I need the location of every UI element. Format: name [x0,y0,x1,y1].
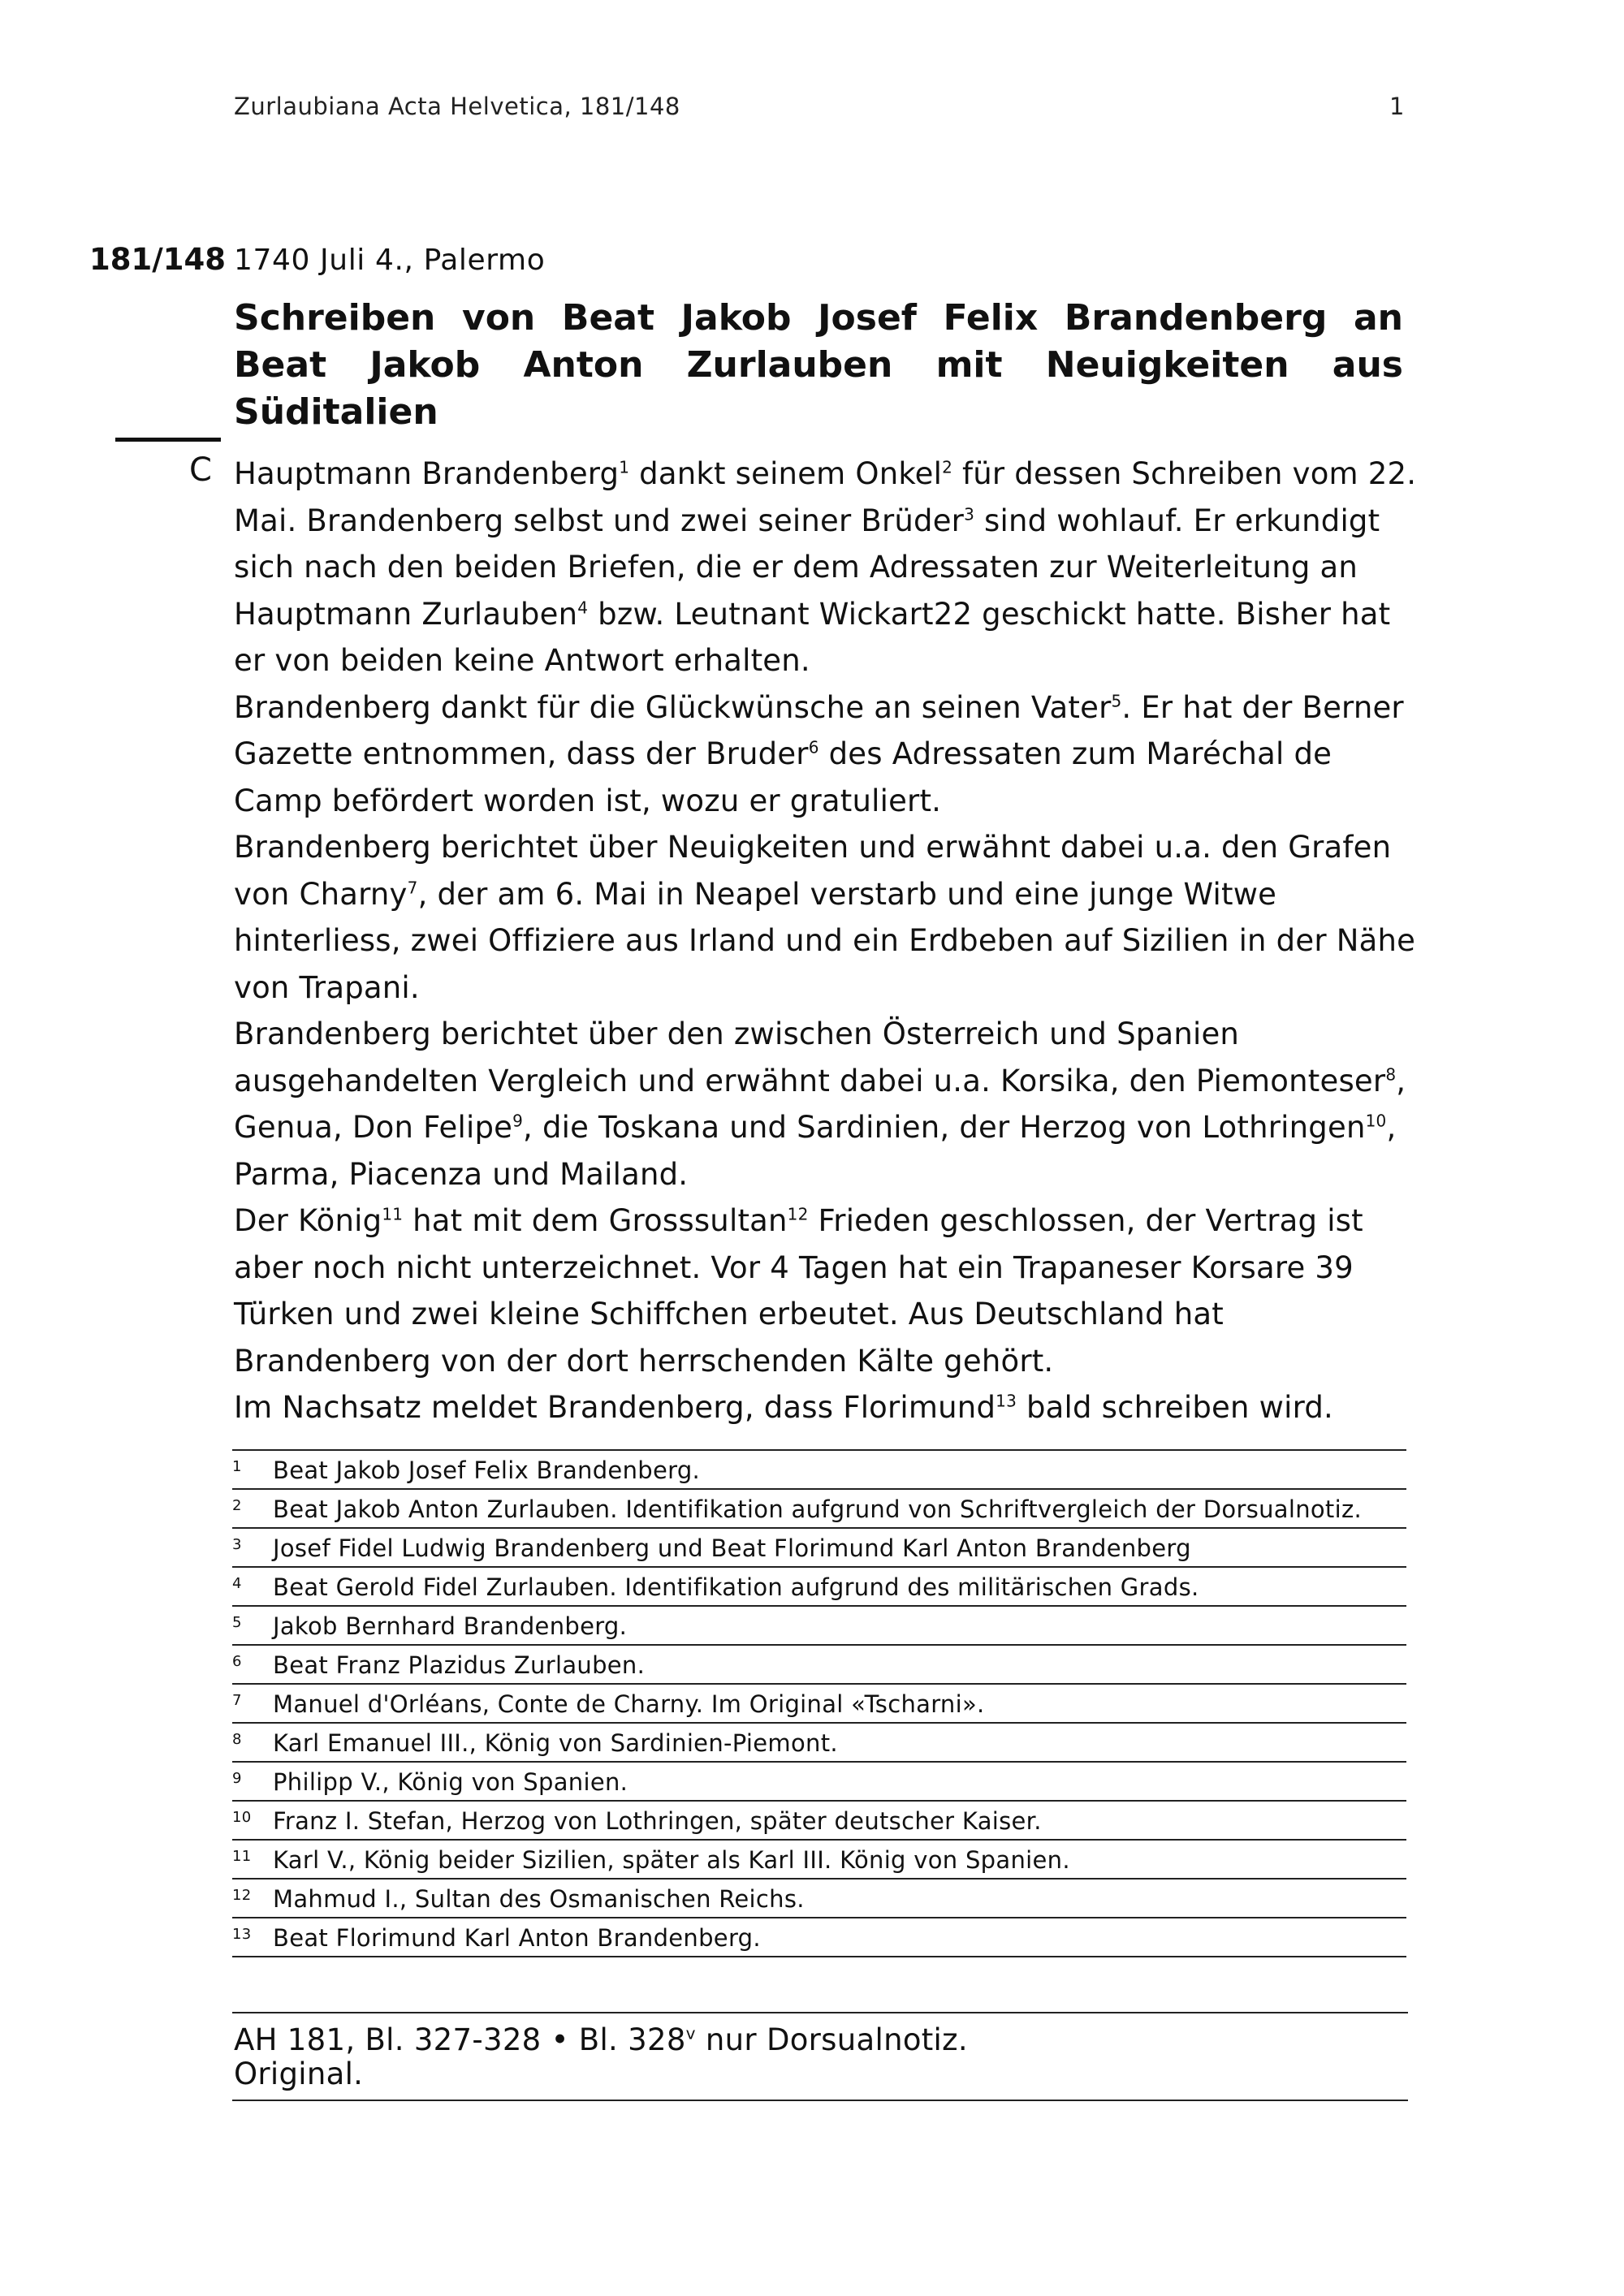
footnote-number: 12 [232,1887,252,1904]
text-run: dankt seinem Onkel [629,456,943,491]
footnote [232,1918,1406,1957]
text-run: für dessen Schreiben vom 22. Mai. Brandenberg selbst und zwei seiner Brüder [234,456,1417,538]
footnote-ref: 9 [512,1111,524,1131]
footnote-text: Philipp V., König von Spanien. [273,1768,628,1796]
footnote-number: 11 [232,1848,252,1865]
text-run: Der König [234,1203,382,1238]
date-place: 1740 Juli 4., Palermo [234,244,546,277]
footnote-number: 8 [232,1731,242,1748]
footnote-text: Karl Emanuel III., König von Sardinien-Piemont. [273,1729,838,1757]
header-title: Zurlaubiana Acta Helvetica, 181/148 [234,93,680,120]
footnote-ref: 3 [964,504,975,524]
footnote-ref: 11 [382,1204,404,1224]
footnote [232,1802,1406,1841]
paragraph-4 [234,1011,1419,1198]
footnote-number: 1 [232,1458,242,1475]
footnote-number: 6 [232,1653,242,1670]
footnote [232,1451,1406,1490]
footnote-ref: 7 [407,878,418,898]
footnote-text: Beat Florimund Karl Anton Brandenberg. [273,1924,761,1952]
footnote [232,1529,1406,1568]
footnote-ref: 6 [808,737,819,757]
footnote [232,1685,1406,1724]
source-line-1 [234,2023,1408,2057]
text-run: , Genua, Don Felipe [234,1063,1406,1145]
source-info [232,2012,1408,2101]
text-run: bald schreiben wird. [1017,1390,1333,1425]
footnote [232,1841,1406,1880]
paragraph-2 [234,684,1419,825]
footnote-ref: 13 [996,1391,1017,1411]
paragraph-1 [234,451,1419,684]
text-run: , die Toskana und Sardinien, der Herzog von Lothringen [523,1110,1366,1145]
footnote-text: Karl V., König beider Sizilien, später als Karl III. König von Spanien. [273,1846,1070,1874]
running-header [234,93,1405,125]
document-heading: Schreiben von Beat Jakob Josef Felix Brandenberg an Beat Jakob Anton Zurlauben mit Neuigkeiten aus Süditalien [234,297,1403,433]
page-number: 1 [1389,93,1405,120]
text-run: . Er hat der Berner Gazette entnommen, dass der Bruder [234,689,1404,771]
footnote-text: Beat Jakob Anton Zurlauben. Identifikation aufgrund von Schriftvergleich der Dorsualnotiz. [273,1495,1363,1523]
footnote-text: Josef Fidel Ludwig Brandenberg und Beat Florimund Karl Anton Brandenberg [273,1534,1191,1562]
footnote-text: Franz I. Stefan, Herzog von Lothringen, später deutscher Kaiser. [273,1807,1042,1835]
footnote-number: 7 [232,1692,242,1709]
document-id: 181/148 [89,242,226,277]
paragraph-3 [234,824,1419,1011]
footnote-number: 9 [232,1770,242,1787]
text-run: , Parma, Piacenza und Mailand. [234,1110,1397,1192]
text-run: hat mit dem Grosssultan [403,1203,788,1238]
footnote-ref: 4 [577,598,589,618]
text-run: Brandenberg dankt für die Glückwünsche an seinen Vater [234,689,1112,725]
paragraph-6 [234,1384,1419,1431]
verso-mark: v [685,2023,696,2044]
text-run: Brandenberg berichtet über Neuigkeiten und erwähnt dabei u.a. den Grafen von Charny [234,830,1392,912]
text-run: , der am 6. Mai in Neapel verstarb und eine junge Witwe hinterliess, zwei Offiziere aus Irland und ein Erdbeben auf Sizilien in der Nähe von Trapani. [234,876,1416,1005]
source-ref: AH 181, Bl. 327-328 • Bl. 328 [234,2022,686,2057]
footnote-number: 5 [232,1614,242,1631]
footnote-text: Beat Jakob Josef Felix Brandenberg. [273,1457,701,1484]
footnote [232,1607,1406,1646]
footnote-ref: 12 [787,1204,809,1224]
footnote [232,1568,1406,1607]
footnote-list [232,1449,1406,1957]
footnote-text: Beat Franz Plazidus Zurlauben. [273,1651,646,1679]
margin-rule [115,438,221,442]
paragraph-5 [234,1198,1419,1384]
footnote [232,1646,1406,1685]
text-run: des Adressaten zum Maréchal de Camp befördert worden ist, wozu er gratuliert. [234,736,1332,818]
footnote-text: Mahmud I., Sultan des Osmanischen Reichs. [273,1885,805,1913]
footnote [232,1724,1406,1763]
source-note: nur Dorsualnotiz. [695,2022,968,2057]
summary-text [234,451,1419,1431]
footnote-ref: 8 [1385,1064,1397,1085]
footnote-ref: 5 [1111,691,1122,711]
footnote [232,1763,1406,1802]
footnote-ref: 10 [1365,1111,1387,1131]
source-line-2: Original. [234,2056,364,2091]
text-run: Hauptmann Brandenberg [234,456,620,491]
text-run: bzw. Leutnant Wickart22 geschickt hatte. Bisher hat er von beiden keine Antwort erhalten. [234,596,1391,678]
footnote-ref: 2 [942,457,953,477]
text-run: sind wohlauf. Er erkundigt sich nach den beiden Briefen, die er dem Adressaten zur Weiterleitung an Hauptmann Zurlauben [234,503,1380,632]
footnote-ref: 1 [619,457,630,477]
footnote-number: 4 [232,1575,242,1592]
text-run: Brandenberg berichtet über den zwischen Österreich und Spanien ausgehandelten Vergleich und erwähnt dabei u.a. Korsika, den Piemonteser [234,1016,1386,1098]
text-run: Im Nachsatz meldet Brandenberg, dass Florimund [234,1390,996,1425]
margin-label: C [189,451,212,489]
footnote-text: Beat Gerold Fidel Zurlauben. Identifikation aufgrund des militärischen Grads. [273,1573,1199,1601]
footnote-text: Jakob Bernhard Brandenberg. [273,1612,628,1640]
footnote-number: 2 [232,1497,242,1514]
footnote-number: 3 [232,1536,242,1553]
footnote-number: 13 [232,1926,252,1943]
footnote [232,1490,1406,1529]
footnote-text: Manuel d'Orléans, Conte de Charny. Im Original «Tscharni». [273,1690,985,1718]
footnote-number: 10 [232,1809,252,1826]
text-run: Frieden geschlossen, der Vertrag ist aber noch nicht unterzeichnet. Vor 4 Tagen hat ein Trapaneser Korsare 39 Türken und zwei kleine Schiffchen erbeutet. Aus Deutschland hat Brandenberg von der dort herrschenden Kälte gehört. [234,1203,1363,1379]
footnote [232,1880,1406,1918]
